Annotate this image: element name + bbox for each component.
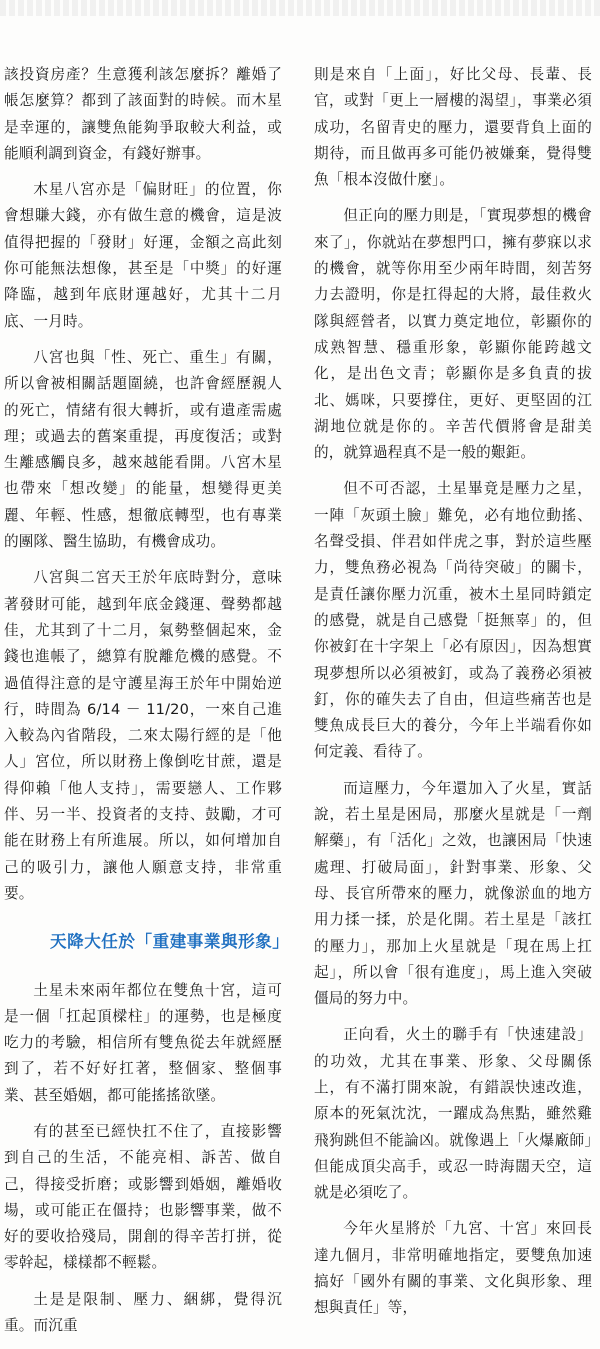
paragraph: 該投資房產？生意獲利該怎麼拆？離婚了帳怎麼算？都到了該面對的時候。而木星是幸運的，讓雙魚能夠爭取較大利益，或能順利調到資金，有錢好辦事。 bbox=[4, 66, 282, 162]
left-column bbox=[4, 62, 290, 1349]
paragraph: 八宮與二宮天王於年底時對分，意味著發財可能，越到年底金錢運、聲勢都越佳，尤其到了十二月，氣勢整個起來，金錢也進帳了，總算有脫離危機的感覺。不過值得注意的是守護星海王於年中開始逆行，時間為 6/14 － 11/20，一來自己進入較為內省階段，二來太陽行經的是「他人」宮位，所以財務上像倒吃甘蔗，還是得仰賴「他人支持」，需要戀人、工作夥伴、另一半、投資者的支持、鼓勵，才可能在財務上有所進展。所以，如何增加自己的吸引力，讓他人願意支持，非常重要。 bbox=[4, 569, 282, 902]
paragraph: 有的甚至已經快扛不住了，直接影響到自己的生活，不能亮相、訴苦、做自己，得接受折磨；或影響到婚姻，離婚收場，或可能正在僵持；也影響事業，做不好的要收拾殘局，開創的得辛苦打拼，從零幹起，樣樣都不輕鬆。 bbox=[4, 1122, 282, 1272]
right-column bbox=[314, 62, 592, 1332]
paragraph: 八宮也與「性、死亡、重生」有關，所以會被相關話題圍繞，也許會經歷親人的死亡，情緒有很大轉折，或有遺產需處理；或過去的舊案重提，再度復活；或對生離感觸良多，越來越能看開。八宮木星也帶來「想改變」的能量，想變得更美麗、年輕、性感，想徹底轉型，也有專業的團隊、醫生協助，有機會成功。 bbox=[4, 348, 282, 551]
paragraph: 今年火星將於「九宮、十宮」來回長達九個月，非常明確地指定，要雙魚加速搞好「國外有關的事業、文化與形象、理想與責任」等， bbox=[314, 1220, 592, 1317]
paragraph: 土是是限制、壓力、綑綁，覺得沉重。而沉重 bbox=[4, 1290, 282, 1335]
section-heading: 天降大任於「重建事業與形象」 bbox=[50, 932, 290, 952]
paragraph: 土星未來兩年都位在雙魚十宮，這可是一個「扛起頂樑柱」的運勢，也是極度吃力的考驗，相信所有雙魚從去年就經歷到了，若不好好扛著，整個家、整個事業、甚至婚姻，都可能搖搖欲墜。 bbox=[4, 981, 282, 1104]
paragraph: 但正向的壓力則是，「實現夢想的機會來了」，你就站在夢想門口，擁有夢寐以求的機會，就等你用至少兩年時間，刻苦努力去證明，你是扛得起的大將，最佳救火隊與經營者，以實力奠定地位，彰顯你的成熟智慧、穩重形象，彰顯你能跨越文化，是出色文青；彰顯你是多負責的拔北、媽咪，只要撐住，更好、更堅固的江湖地位就是你的。辛苦代價將會是甜美的，就算過程真不是一般的艱鉅。 bbox=[314, 207, 592, 462]
paragraph: 但不可否認，土星畢竟是壓力之星，一陣「灰頭土臉」難免，必有地位動搖、名聲受損、伴君如伴虎之事，對於這些壓力，雙魚務必視為「尚待突破」的關卡，是責任讓你壓力沉重，被木土星同時鎖定的感覺，就是自己感覺「挺無辜」的，但你被釘在十字架上「必有原因」，因為想實現夢想所以必須被釘，或為了義務必須被釘，你的確失去了自由，但這些痛苦也是雙魚成長巨大的養分，今年上半端看你如何定義、看待了。 bbox=[314, 480, 592, 761]
paragraph: 木星八宮亦是「偏財旺」的位置，你會想賺大錢，亦有做生意的機會，這是波值得把握的「發財」好運，金額之高此刻你可能無法想像，甚至是「中獎」的好運降臨，越到年底財運越好，尤其十二月底、一月時。 bbox=[4, 181, 282, 330]
paragraph: 則是來自「上面」，好比父母、長輩、長官，或對「更上一層樓的渴望」，事業必須成功，名留青史的壓力，還要背負上面的期待，而且做再多可能仍被嫌棄，覺得雙魚「根本沒做什麼」。 bbox=[314, 66, 592, 189]
paragraph: 而這壓力，今年還加入了火星，實話說，若土星是困局，那麼火星就是「一劑解藥」，有「活化」之效，也讓困局「快速處理、打破局面」，針對事業、形象、父母、長官所帶來的壓力，就像淤血的地方用力揉一揉，於是化開。若土星是「該扛的壓力」，那加上火星就是「現在馬上扛起」，所以會「很有進度」，馬上進入突破僵局的努力中。 bbox=[314, 779, 592, 1008]
paragraph: 正向看，火土的聯手有「快速建設」的功效，尤其在事業、形象、父母關係上，有不滿打開來說，有錯誤快速改進，原本的死氣沈沈，一躍成為焦點，雖然雞飛狗跳但不能論凶。就像遇上「火爆廠師」但能成頂尖高手，或忍一時海闊天空，這就是必須吃了。 bbox=[314, 1026, 592, 1202]
top-decorative-rule bbox=[0, 0, 600, 16]
